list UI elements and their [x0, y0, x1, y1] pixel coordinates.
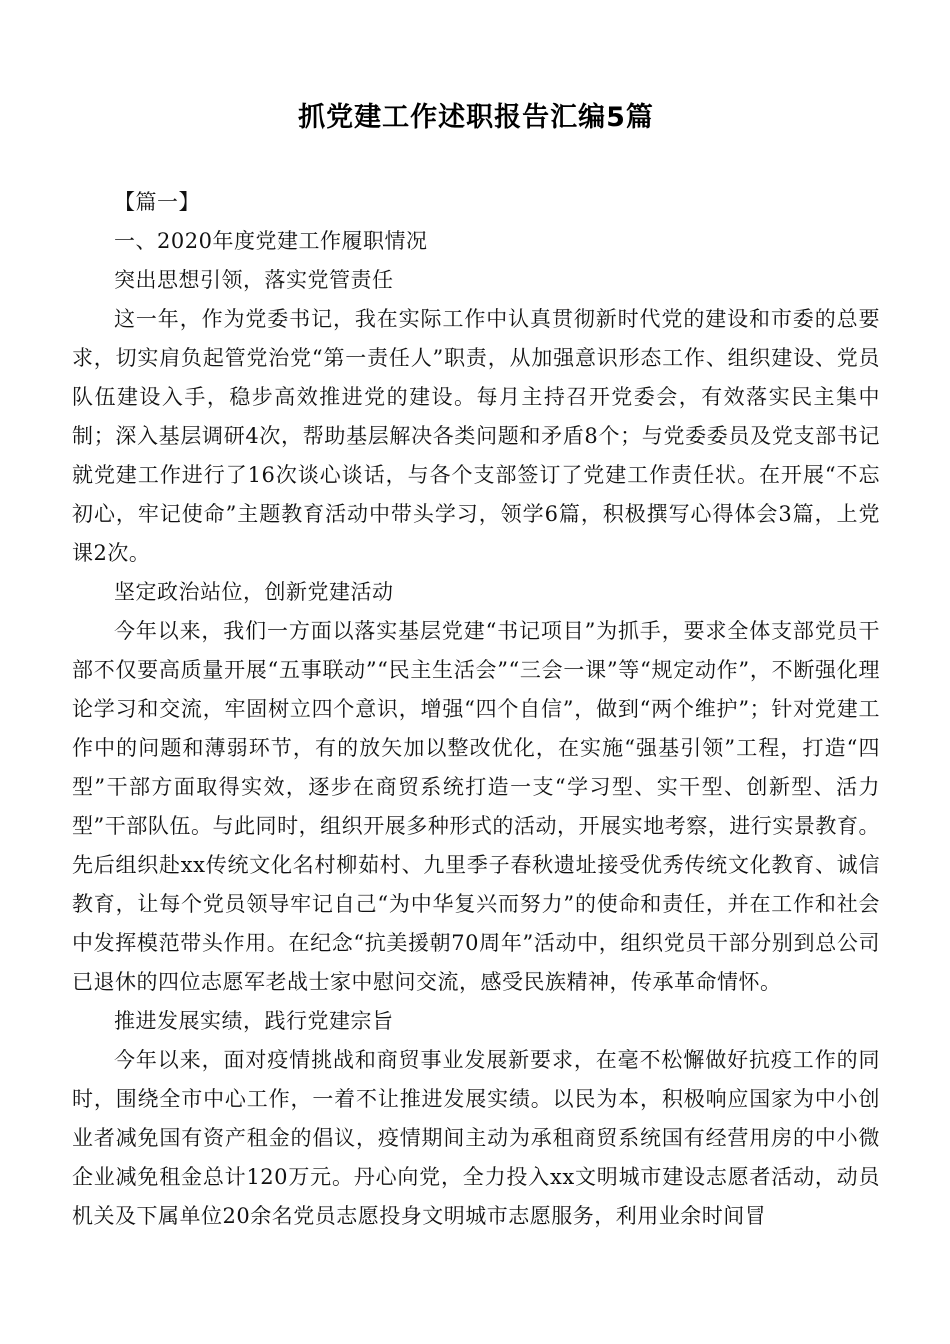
section-heading: 一、2020年度党建工作履职情况 — [114, 229, 428, 253]
document-body — [72, 183, 880, 1236]
body-paragraph: 今年以来，我们一方面以落实基层党建“书记项目”为抓手，要求全体支部党员干部不仅要高质量开展“五事联动”“民主生活会”“三会一课”等“规定动作”，不断强化理论学习和交流，牢固树立四个意识，增强“四个自信”，做到“两个维护”；针对党建工作中的问题和薄弱环节，有的放矢加以整改优化，在实施“强基引领”工程，打造“四型”干部方面取得实效，逐步在商贸系统打造一支“学习型、实干型、创新型、活力型”干部队伍。与此同时，组织开展多种形式的活动，开展实地考察，进行实景教育。先后组织赴xx传统文化名村柳茹村、九里季子春秋遗址接受优秀传统文化教育、诚信教育，让每个党员领导牢记自己“为中华复兴而努力”的使命和责任，并在工作和社会中发挥模范带头作用。在纪念“抗美援朝70周年”活动中，组织党员干部分别到总公司已退休的四位志愿军老战士家中慰问交流，感受民族精神，传承革命情怀。 — [72, 619, 880, 994]
document-title: 抓党建工作述职报告汇编5篇 — [298, 102, 654, 133]
section-label: 【篇一】 — [114, 190, 200, 214]
document-page — [72, 0, 880, 1344]
subheading: 推进发展实绩，践行党建宗旨 — [114, 1009, 394, 1033]
body-paragraph: 这一年，作为党委书记，我在实际工作中认真贯彻新时代党的建设和市委的总要求，切实肩负起管党治党“第一责任人”职责，从加强意识形态工作、组织建设、党员队伍建设入手，稳步高效推进党的建设。每月主持召开党委会，有效落实民主集中制；深入基层调研4次，帮助基层解决各类问题和矛盾8个；与党委委员及党支部书记就党建工作进行了16次谈心谈话，与各个支部签订了党建工作责任状。在开展“不忘初心，牢记使命”主题教育活动中带头学习，领学6篇，积极撰写心得体会3篇，上党课2次。 — [72, 307, 880, 565]
subheading: 突出思想引领，落实党管责任 — [114, 268, 394, 292]
body-paragraph: 今年以来，面对疫情挑战和商贸事业发展新要求，在毫不松懈做好抗疫工作的同时，围绕全市中心工作，一着不让推进发展实绩。以民为本，积极响应国家为中小创业者减免国有资产租金的倡议，疫情期间主动为承租商贸系统国有经营用房的中小微企业减免租金总计120万元。丹心向党，全力投入xx文明城市建设志愿者活动，动员机关及下属单位20余名党员志愿投身文明城市志愿服务，利用业余时间冒 — [72, 1048, 880, 1228]
subheading: 坚定政治站位，创新党建活动 — [114, 580, 394, 604]
